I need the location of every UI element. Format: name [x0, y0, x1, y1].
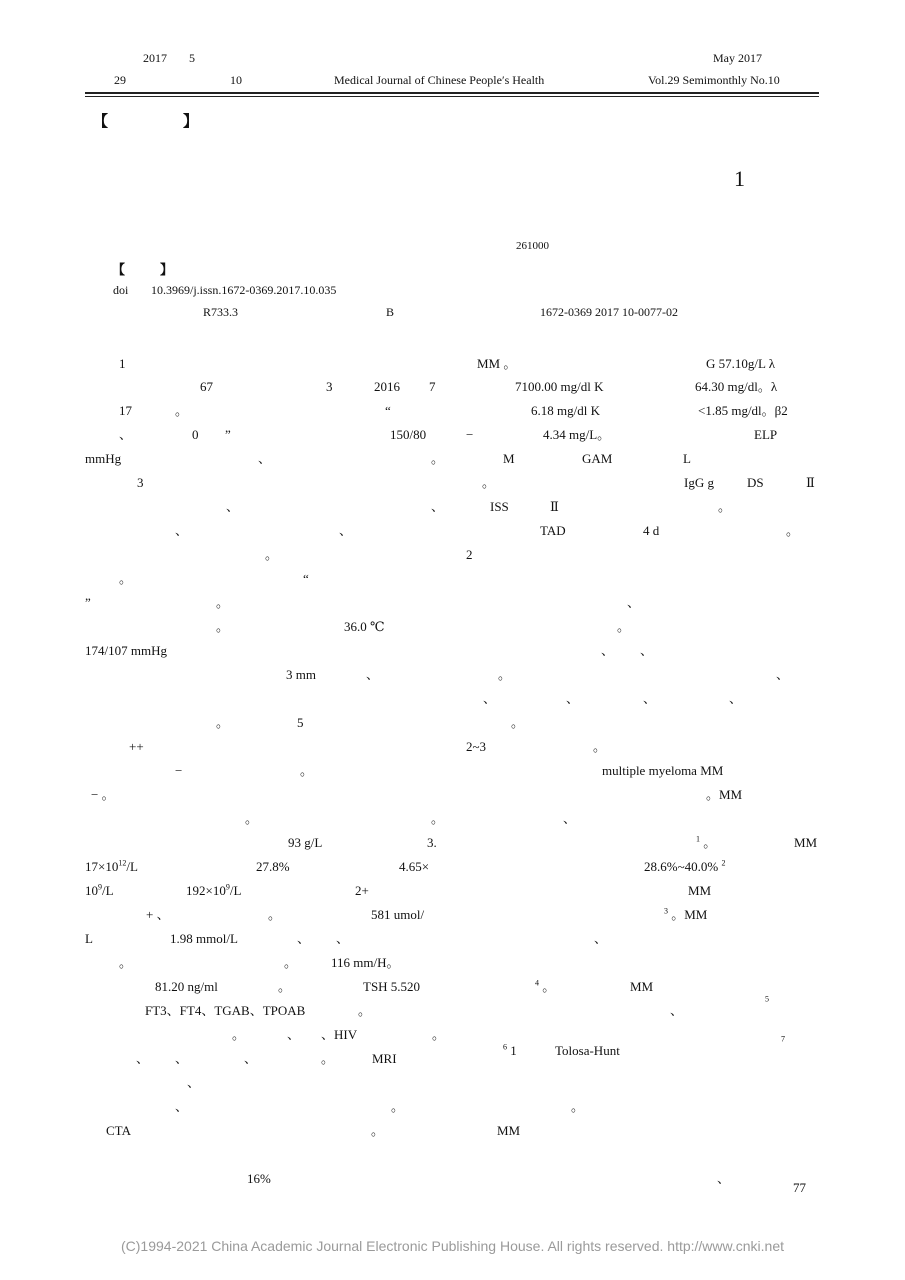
document-code: B [386, 305, 395, 319]
body-text-fragment: FT3、FT4、TGAB、TPOAB [145, 1003, 306, 1018]
body-text-fragment: 2+ [355, 883, 369, 898]
body-text-fragment: 6.18 mg/dl K [531, 403, 600, 418]
body-text-fragment: 。 [321, 1051, 335, 1066]
body-text-fragment: 。 [119, 955, 133, 970]
body-text-fragment: 、 [297, 931, 311, 946]
body-text-fragment: 581 umol/ [371, 907, 425, 922]
keyword-bracket-close: 】 [160, 263, 174, 278]
body-text-fragment: 。 [358, 1003, 372, 1018]
body-text-fragment: 、 [594, 931, 608, 946]
body-text-fragment: 1.98 mmol/L [170, 931, 238, 946]
body-text-fragment: + 、 [146, 907, 170, 922]
section-bracket-close: 】 [183, 112, 199, 130]
keyword-bracket-open: 【 [112, 263, 126, 278]
body-text-fragment: 。 [371, 1123, 385, 1138]
body-text-fragment: 81.20 ng/ml [155, 979, 218, 994]
body-text-fragment: 、 [776, 667, 790, 682]
body-text-fragment: 。 [571, 1099, 585, 1114]
body-text-fragment: 。 [119, 571, 133, 586]
body-text-fragment: 、 [258, 451, 272, 466]
body-text-fragment: Ⅱ [806, 475, 815, 490]
body-text-fragment: 5 [297, 715, 304, 730]
body-text-fragment: 、 [483, 691, 497, 706]
body-text-fragment: 5 [765, 994, 769, 1004]
page-number: 77 [793, 1180, 806, 1195]
body-text-fragment: 。 [216, 619, 230, 634]
body-text-fragment: 。 [431, 811, 445, 826]
body-text-fragment: MRI [372, 1051, 397, 1066]
header-rule-thin [85, 96, 819, 97]
body-text-fragment: 64.30 mg/dl。λ [695, 379, 778, 394]
body-text-fragment: $^1$ 。 [696, 834, 717, 850]
body-text-fragment: 17 [119, 403, 132, 418]
body-text-fragment: ISS [490, 499, 509, 514]
body-text-fragment: 0 [192, 427, 199, 442]
body-text-fragment: 、 [643, 691, 657, 706]
body-text-fragment: 、 [175, 1099, 189, 1114]
body-text-fragment: MM [497, 1123, 521, 1138]
body-text-fragment: G 57.10g/L λ [706, 356, 776, 371]
body-text-fragment: 。 [498, 667, 512, 682]
body-text-fragment: 。 [718, 499, 732, 514]
body-text-fragment: MM 。 [477, 356, 517, 371]
body-text-fragment: − [466, 427, 474, 442]
body-text-fragment: $17\times 10^{12}/L$ [85, 858, 138, 874]
body-text-fragment: 。 [482, 475, 496, 490]
body-text-fragment: 。 [431, 451, 445, 466]
body-text-fragment: IgG g [684, 475, 714, 490]
article-number: 1672-0369 2017 10-0077-02 [540, 305, 678, 319]
body-text-fragment: 16% [247, 1171, 271, 1186]
body-text-fragment: 、 [287, 1027, 301, 1042]
body-text-fragment: 。 [216, 715, 230, 730]
body-text-fragment: DS [747, 475, 764, 490]
body-text-fragment: 、 [566, 691, 580, 706]
body-text-fragment: ” [85, 595, 91, 610]
body-text-fragment: 7 [429, 379, 436, 394]
body-text-fragment: mmHg [85, 451, 122, 466]
body-text-fragment: Ⅱ [550, 499, 559, 514]
body-text-fragment: 3 [137, 475, 144, 490]
body-text-fragment: 174/107 mmHg [85, 643, 167, 658]
body-text-fragment: 、 [366, 667, 380, 682]
body-text-fragment: 、 [175, 1051, 189, 1066]
body-text-fragment: 。 [232, 1027, 246, 1042]
body-text-fragment: 116 mm/H。 [331, 955, 400, 970]
body-text-fragment: 、 [119, 427, 133, 442]
body-text-fragment: 、 [336, 931, 350, 946]
body-text-fragment: $10^9/L$ [85, 882, 114, 898]
body-text-fragment: $^4$ 。 [535, 978, 556, 994]
header-left-volume: 29 [114, 73, 126, 87]
body-text-fragment: $^6$ 1 [503, 1042, 517, 1058]
body-text-fragment: L [683, 451, 691, 466]
body-text-fragment: 28.6%~40.0% $^2$ [644, 858, 726, 874]
body-text-fragment: 、 [729, 691, 743, 706]
header-journal-name: Medical Journal of Chinese People′s Health [334, 73, 545, 87]
body-text-fragment: 3 [326, 379, 333, 394]
header-right-issue: Vol.29 Semimonthly No.10 [648, 73, 780, 87]
body-text-fragment: 、 [601, 643, 615, 658]
body-text-fragment: $^3$ 。MM [664, 906, 708, 922]
body-text-fragment: 、 [431, 499, 445, 514]
body-text-fragment: 、 [175, 523, 189, 538]
body-text-fragment: 4 d [643, 523, 660, 538]
body-text-fragment: 。 [300, 763, 314, 778]
header-rule-thick [85, 92, 819, 94]
body-text-fragment: M [503, 451, 515, 466]
body-text-fragment: 、 [226, 499, 240, 514]
header-right-date: May 2017 [713, 51, 762, 65]
body-text-fragment: 7 [781, 1034, 785, 1044]
body-text-fragment: − [175, 763, 183, 778]
body-text-fragment: 3. [427, 835, 437, 850]
body-text-fragment: 、 [339, 523, 353, 538]
clc-number: R733.3 [203, 305, 239, 319]
body-text-fragment: <1.85 mg/dl。β2 [698, 403, 788, 418]
body-text-fragment: 2 [466, 547, 473, 562]
body-text-fragment: 、 [670, 1003, 684, 1018]
body-text-fragment: 。 [278, 979, 292, 994]
body-text-fragment: 。 [284, 955, 298, 970]
body-text-fragment: 、 [244, 1051, 258, 1066]
body-text-fragment: 、 [136, 1051, 150, 1066]
body-text-fragment: Tolosa-Hunt [555, 1043, 620, 1058]
body-text-fragment: 。 [216, 595, 230, 610]
body-text-fragment: MM [794, 835, 818, 850]
header-left-issue: 10 [230, 73, 242, 87]
body-text-fragment: multiple myeloma MM [602, 763, 724, 778]
copyright-footer: (C)1994-2021 China Academic Journal Electronic Publishing House. All rights reserved. http://www.cnki.net [121, 1238, 784, 1254]
body-text-fragment: 2016 [374, 379, 400, 394]
body-text-fragment: 、 [640, 643, 654, 658]
body-text-fragment: 、 [563, 811, 577, 826]
body-text-fragment: 。MM [706, 787, 743, 802]
body-text-fragment: 150/80 [390, 427, 427, 442]
body-text-fragment: 。 [786, 523, 800, 538]
body-text-fragment: 、 [187, 1075, 201, 1090]
body-text-fragment: − 。 [91, 787, 115, 802]
doi-label: doi [113, 283, 129, 297]
body-text-fragment: 2~3 [466, 739, 487, 754]
body-text-fragment: GAM [582, 451, 613, 466]
body-text-fragment: TSH 5.520 [363, 979, 421, 994]
section-bracket-open: 【 [93, 112, 109, 130]
body-text-fragment: 27.8% [256, 859, 290, 874]
body-text-fragment: 。 [511, 715, 525, 730]
body-text-fragment: 4.65× [399, 859, 430, 874]
body-text-fragment: 。 [391, 1099, 405, 1114]
body-text-fragment: TAD [540, 523, 566, 538]
header-left-year: 2017 [143, 51, 167, 65]
body-text-fragment: ++ [129, 739, 144, 754]
body-text-fragment: “ [385, 403, 391, 418]
body-text-fragment: MM [688, 883, 712, 898]
body-text-fragment: 。 [175, 403, 189, 418]
body-text-fragment: CTA [106, 1123, 131, 1138]
body-text-fragment: 、HIV [321, 1027, 358, 1042]
body-text-fragment: $192\times 10^9/L$ [186, 882, 242, 898]
body-text-fragment: 。 [432, 1027, 446, 1042]
body-text-fragment: 。 [617, 619, 631, 634]
body-text-fragment: 。 [265, 547, 279, 562]
body-text-fragment: ELP [754, 427, 778, 442]
body-text-fragment: 、 [717, 1171, 731, 1186]
body-text-fragment: 、 [627, 595, 641, 610]
body-text-fragment: “ [303, 571, 309, 586]
body-text-fragment: 93 g/L [288, 835, 323, 850]
body-text-fragment: 36.0 ℃ [344, 619, 385, 634]
body-text-fragment: 7100.00 mg/dl K [515, 379, 604, 394]
doi-value: 10.3969/j.issn.1672-0369.2017.10.035 [151, 283, 337, 297]
body-text-fragment: 1 [119, 356, 126, 371]
body-text-fragment: 。 [245, 811, 259, 826]
body-text-fragment: 。 [593, 739, 607, 754]
affiliation-postcode: 261000 [516, 240, 549, 252]
body-text-fragment: MM [630, 979, 654, 994]
body-text-fragment: 3 mm [286, 667, 316, 682]
body-text-fragment: 。 [268, 907, 282, 922]
title-number: 1 [734, 166, 745, 191]
body-text-fragment: 4.34 mg/L。 [543, 427, 611, 442]
header-left-month: 5 [189, 51, 195, 65]
body-text-fragment: ” [225, 427, 231, 442]
body-text-fragment: 67 [200, 379, 213, 394]
body-text-fragment: L [85, 931, 93, 946]
